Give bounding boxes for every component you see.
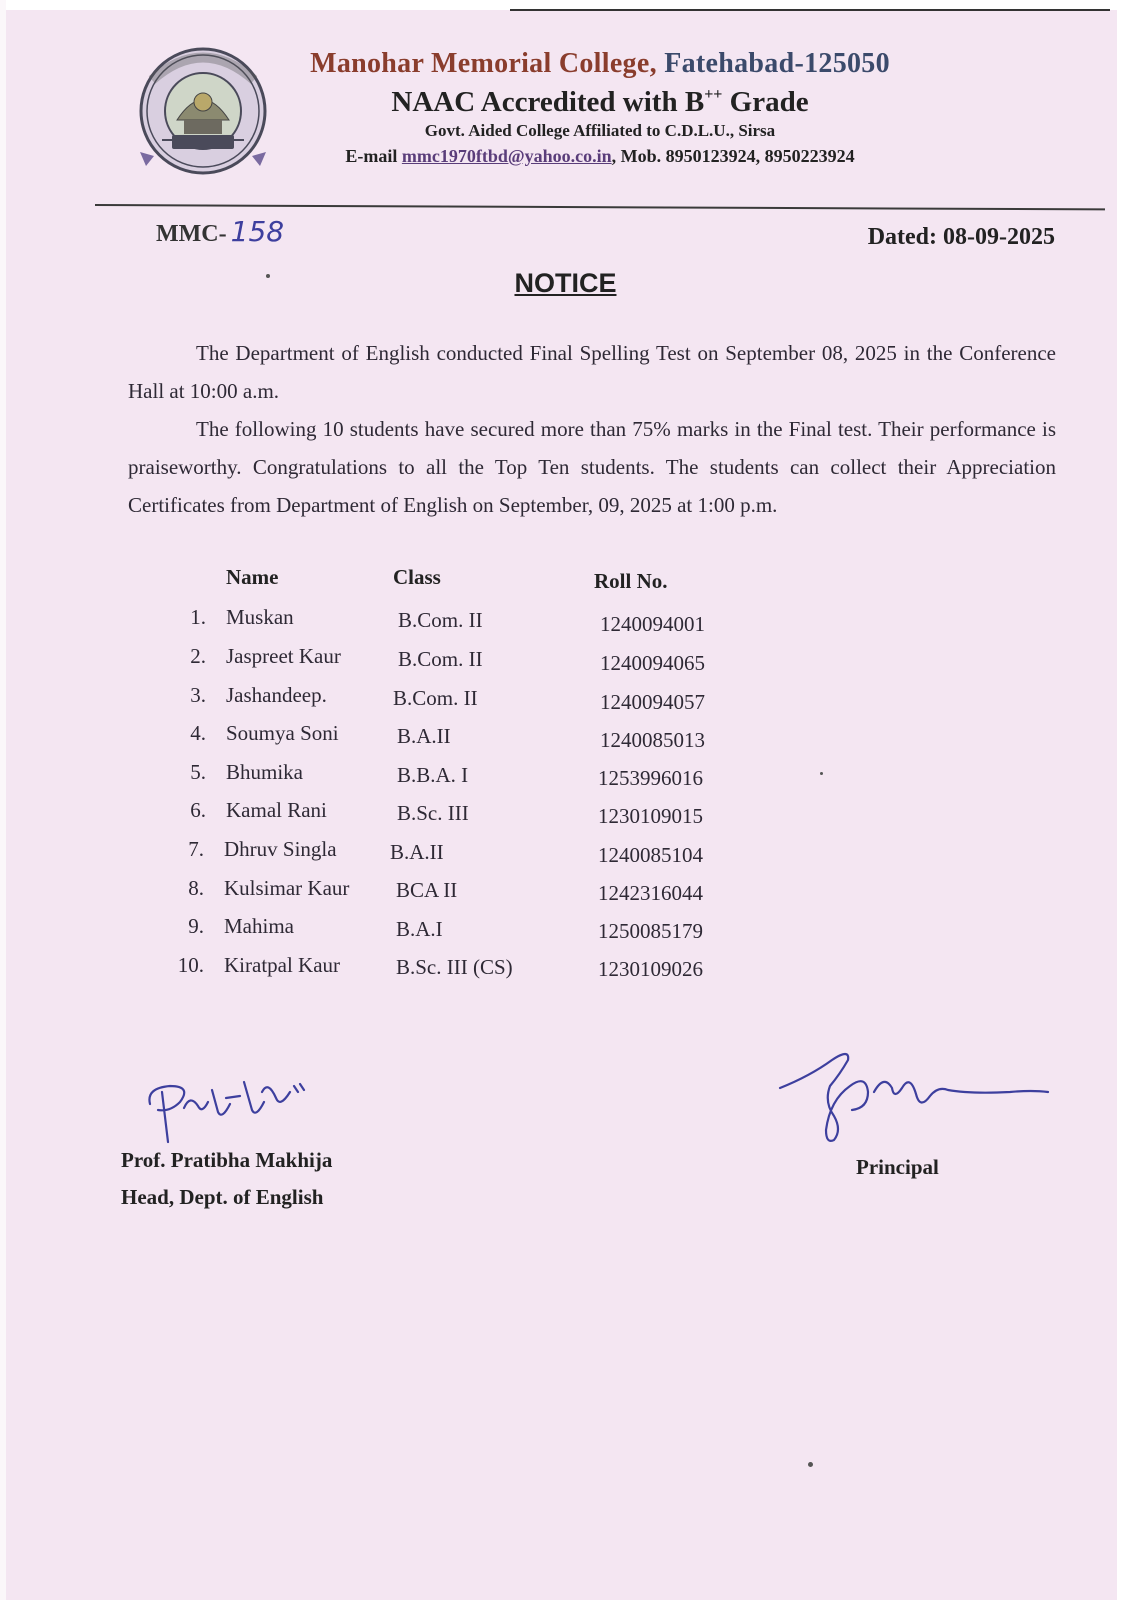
row-number: 10. (177, 953, 204, 977)
student-roll: 1230109026 (598, 957, 703, 981)
student-roll: 1240094057 (600, 690, 705, 714)
student-roll: 1240094065 (600, 651, 705, 675)
scan-edge-left (0, 0, 6, 1600)
row-number: 4. (190, 721, 206, 745)
row-number: 3. (190, 683, 206, 707)
hod-designation: Head, Dept. of English (121, 1185, 324, 1209)
scan-speck (820, 772, 823, 775)
student-roll: 1230109015 (598, 804, 703, 828)
student-name: Kulsimar Kaur (224, 876, 350, 900)
notice-title: NOTICE (514, 268, 617, 298)
student-class: B.Sc. III (CS) (396, 955, 513, 979)
student-name: Kiratpal Kaur (224, 953, 341, 977)
scan-edge-right (1117, 0, 1131, 1600)
scan-top-rule (510, 9, 1110, 11)
student-name: Muskan (226, 605, 294, 629)
student-class: B.Com. II (393, 686, 478, 710)
student-class: BCA II (396, 878, 458, 902)
student-name: Soumya Soni (226, 721, 339, 745)
student-roll: 1242316044 (598, 881, 703, 905)
student-name: Bhumika (226, 760, 303, 784)
reference-handwritten-number: 158 (230, 215, 285, 248)
student-class: B.Com. II (398, 647, 483, 671)
notice-date: Dated: 08-09-2025 (867, 224, 1055, 250)
row-number: 1. (190, 605, 206, 629)
naac-grade-sup: ++ (704, 86, 723, 103)
student-class: B.B.A. I (397, 763, 469, 787)
student-name: Kamal Rani (226, 798, 327, 822)
naac-accreditation (300, 86, 900, 119)
email-link[interactable]: mmc1970ftbd@yahoo.co.in (401, 146, 612, 166)
student-class: B.Sc. III (397, 801, 469, 825)
scan-speck (808, 1462, 813, 1467)
row-number: 8. (188, 876, 204, 900)
college-name-location: Fatehabad-125050 (664, 48, 890, 79)
student-name: Jaspreet Kaur (226, 644, 341, 668)
student-class: B.A.II (390, 840, 444, 864)
row-number: 2. (190, 644, 206, 668)
student-class: B.Com. II (398, 608, 483, 632)
row-number: 5. (190, 760, 206, 784)
row-number: 7. (188, 837, 204, 861)
column-header-name: Name (226, 565, 279, 589)
student-name: Dhruv Singla (224, 837, 337, 861)
column-header-class: Class (393, 565, 441, 589)
header-divider (95, 204, 1105, 210)
scan-speck (266, 274, 270, 278)
hod-signature (140, 1062, 330, 1152)
student-roll: 1240085013 (600, 728, 705, 752)
principal-designation: Principal (856, 1155, 939, 1179)
hod-name: Prof. Pratibha Makhija (121, 1148, 333, 1172)
student-name: Jashandeep. (226, 683, 327, 707)
column-header-roll: Roll No. (594, 569, 668, 593)
student-roll: 1240094001 (600, 612, 705, 636)
row-number: 9. (188, 914, 204, 938)
notice-paragraph-1: The Department of English conducted Final Spelling Test on September 08, 2025 in the Conference Hall at 10:00 a.m. (128, 341, 1056, 403)
naac-prefix: NAAC Accredited with B (391, 86, 705, 118)
affiliation-line: Govt. Aided College Affiliated to C.D.L.U., Sirsa (424, 121, 776, 140)
naac-suffix: Grade (722, 86, 809, 118)
student-class: B.A.I (396, 917, 443, 941)
student-roll: 1250085179 (598, 919, 703, 943)
reference-number (156, 215, 284, 248)
notice-paragraph-2: The following 10 students have secured more than 75% marks in the Final test. Their performance is praiseworthy. Congratulations to all the Top Ten students. The students can collect their Appreciation Certificates from Department of English on September, 09, 2025 at 1:00 p.m. (128, 417, 1056, 517)
college-name-first: Manohar Memorial College, (310, 48, 657, 79)
mobile-numbers: , Mob. 8950123924, 8950223924 (611, 146, 855, 166)
reference-prefix: MMC- (156, 221, 227, 247)
row-number: 6. (190, 798, 206, 822)
college-name (260, 48, 940, 80)
student-roll: 1253996016 (598, 766, 703, 790)
student-name: Mahima (224, 914, 294, 938)
email-label: E-mail (345, 146, 398, 166)
student-class: B.A.II (397, 724, 451, 748)
student-roll: 1240085104 (598, 843, 703, 867)
principal-signature (770, 1030, 1060, 1150)
contact-line (250, 146, 950, 167)
